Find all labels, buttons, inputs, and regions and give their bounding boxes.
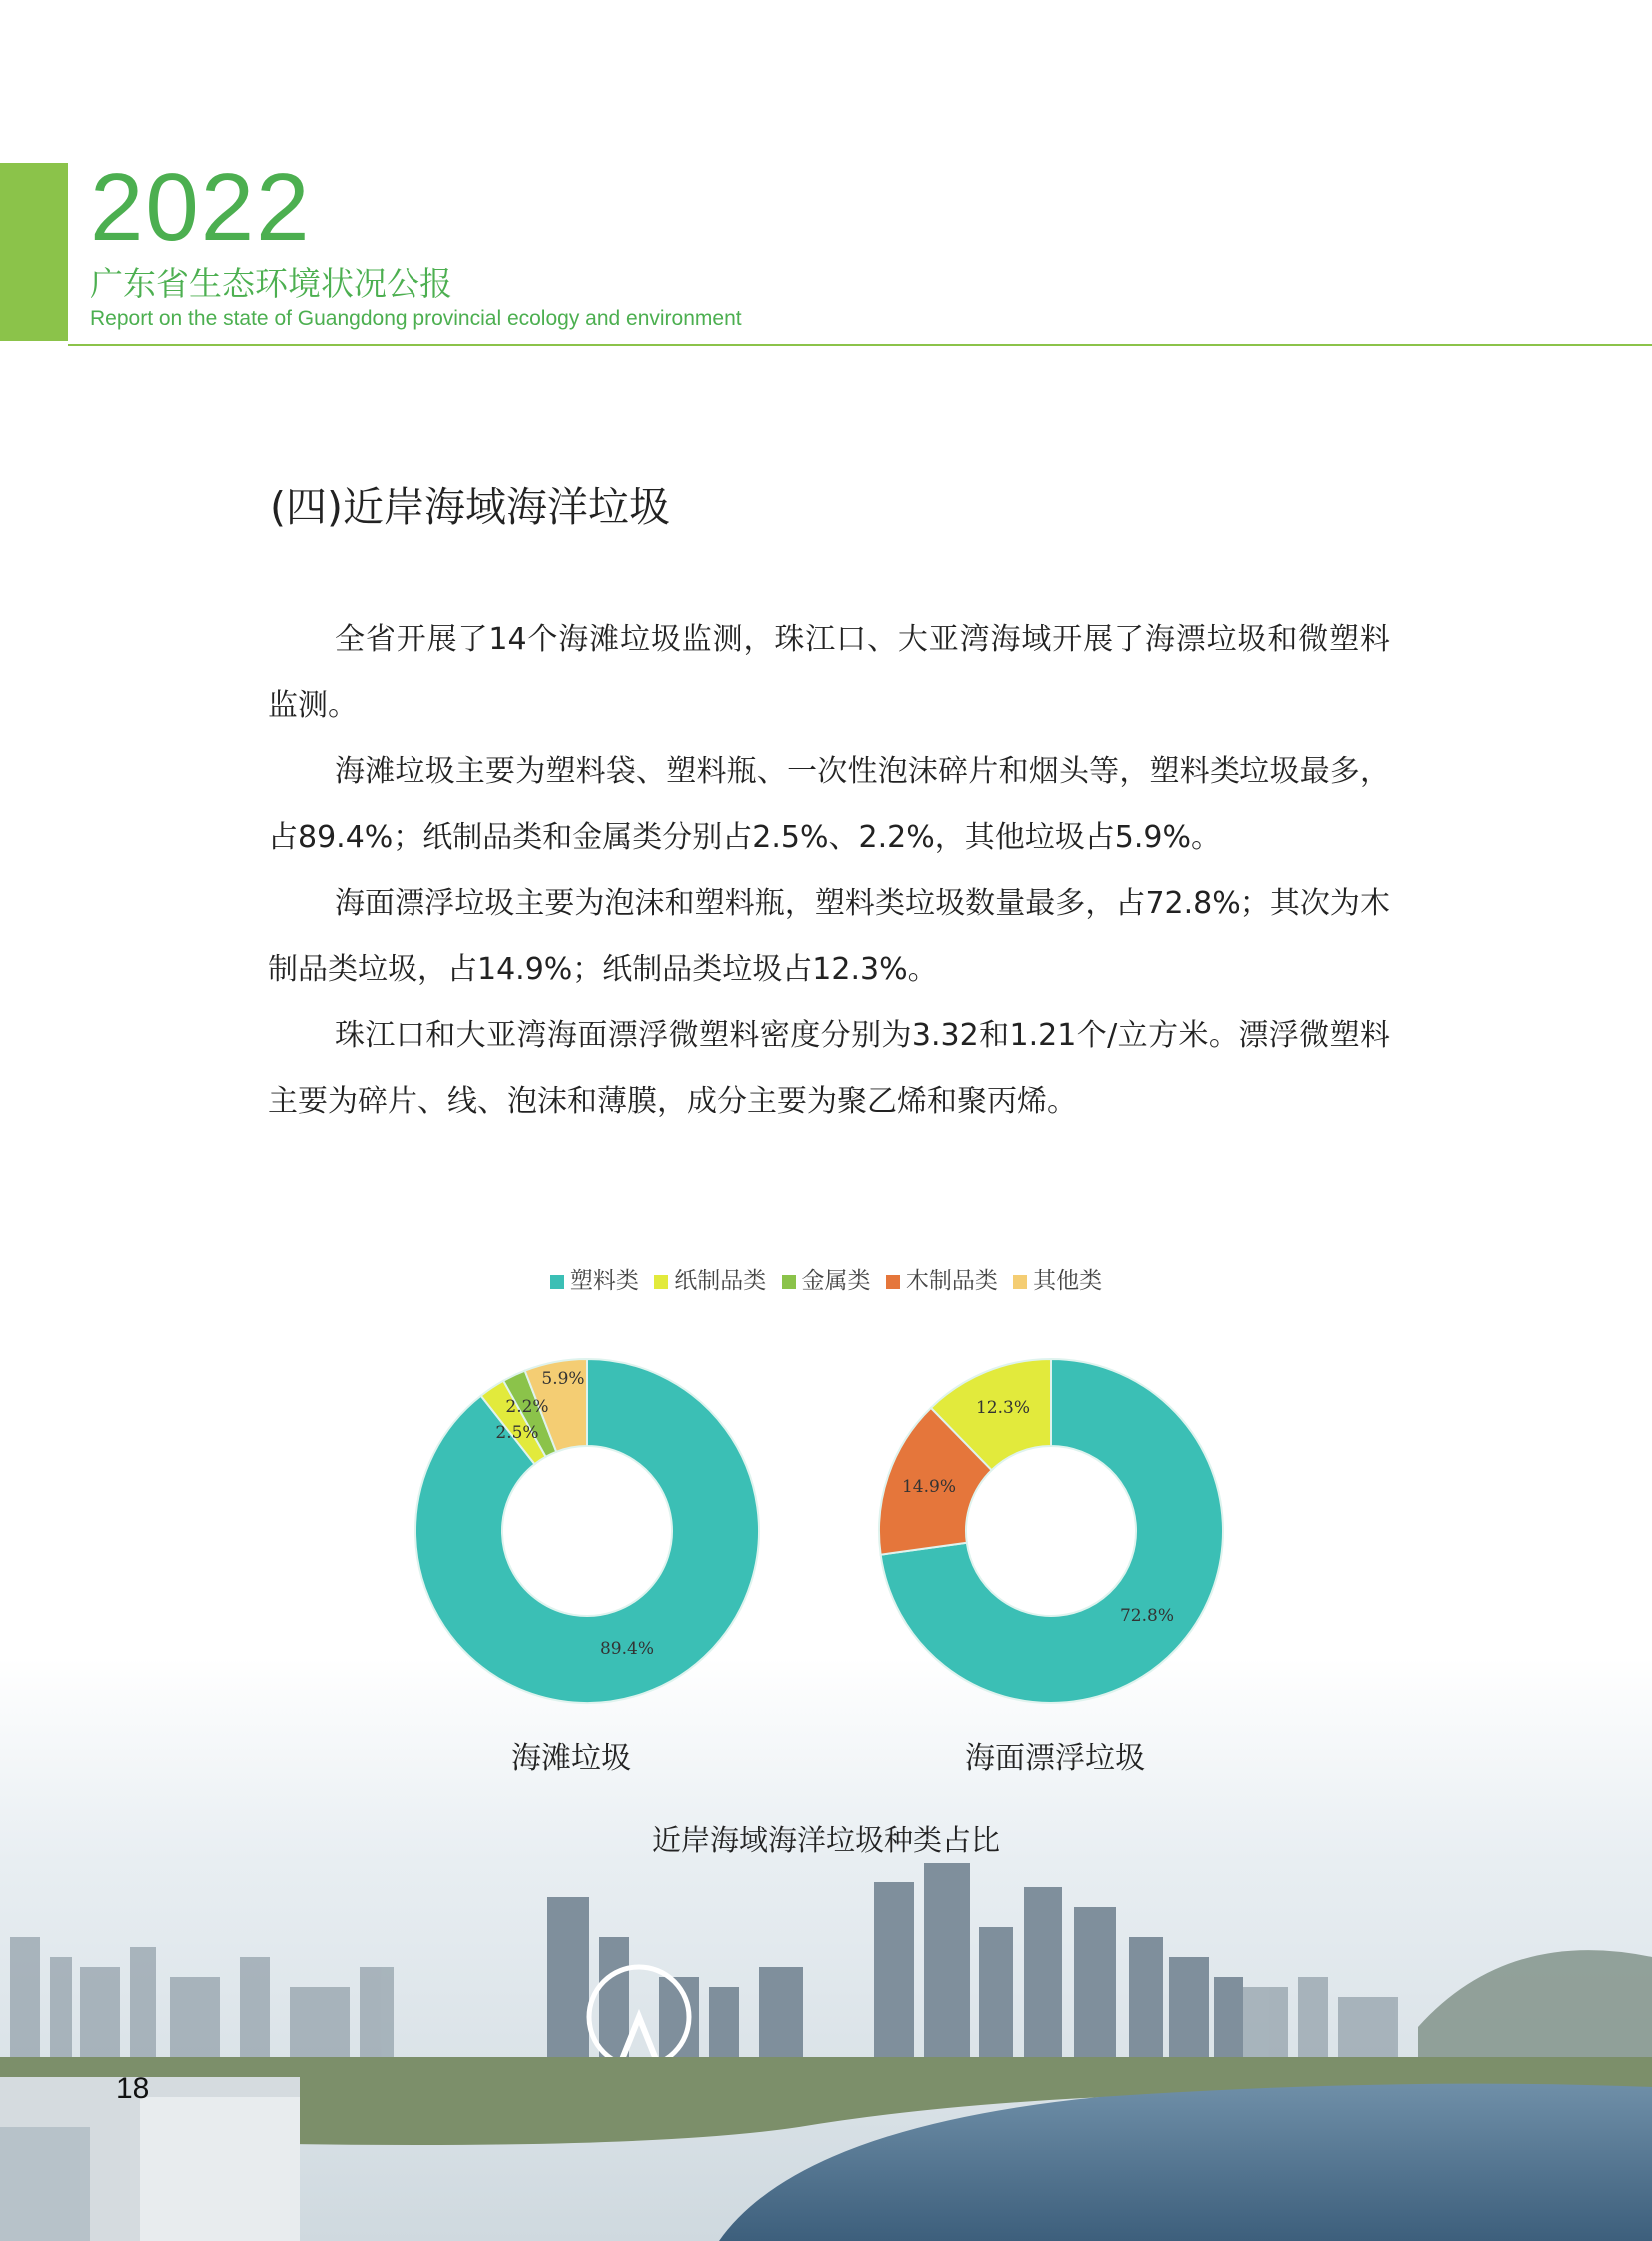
page-number: 18 xyxy=(116,2072,150,2105)
slice-data-label: 2.2% xyxy=(505,1397,549,1417)
report-year: 2022 xyxy=(90,154,312,261)
paragraph: 珠江口和大亚湾海面漂浮微塑料密度分别为3.32和1.21个/立方米。漂浮微塑料主要为碎片、线、泡沫和薄膜，成分主要为聚乙烯和聚丙烯。 xyxy=(268,1018,1390,1119)
legend-item xyxy=(550,1262,639,1295)
legend-swatch xyxy=(782,1275,796,1289)
legend-swatch xyxy=(1013,1275,1027,1289)
header-accent-bar xyxy=(0,163,68,341)
slice-data-label: 72.8% xyxy=(1119,1606,1175,1626)
report-title-chinese: 广东省生态环境状况公报 xyxy=(90,264,452,303)
paragraph: 海滩垃圾主要为塑料袋、塑料瓶、一次性泡沫碎片和烟头等，塑料类垃圾最多，占89.4%；纸制品类和金属类分别占2.5%、2.2%，其他垃圾占5.9%。 xyxy=(268,754,1390,855)
section-title: (四)近岸海域海洋垃圾 xyxy=(270,483,670,531)
legend-item xyxy=(1013,1262,1102,1295)
chart-legend xyxy=(0,1262,1652,1295)
figure-caption: 近岸海域海洋垃圾种类占比 xyxy=(651,1823,1000,1857)
legend-label: 纸制品类 xyxy=(674,1268,767,1294)
legend-swatch xyxy=(550,1275,564,1289)
legend-swatch xyxy=(886,1275,900,1289)
slice-data-label: 5.9% xyxy=(541,1369,585,1389)
paragraph: 全省开展了14个海滩垃圾监测，珠江口、大亚湾海域开展了海漂垃圾和微塑料监测。 xyxy=(268,622,1390,723)
header-divider xyxy=(68,344,1652,346)
slice-data-label: 14.9% xyxy=(901,1477,957,1497)
legend-item xyxy=(654,1262,766,1295)
legend-label: 其他类 xyxy=(1033,1268,1103,1294)
legend-label: 金属类 xyxy=(801,1268,871,1294)
body-text xyxy=(268,607,1390,1134)
legend-swatch xyxy=(654,1275,668,1289)
legend-label: 木制品类 xyxy=(905,1268,998,1294)
legend-item xyxy=(782,1262,871,1295)
chart-title-floating: 海面漂浮垃圾 xyxy=(965,1741,1145,1776)
legend-label: 塑料类 xyxy=(569,1268,639,1294)
slice-data-label: 12.3% xyxy=(975,1398,1031,1418)
legend-item xyxy=(886,1262,998,1295)
donut-charts xyxy=(0,1338,1652,1778)
slice-data-label: 2.5% xyxy=(495,1423,539,1443)
report-title-english: Report on the state of Guangdong provincial ecology and environment xyxy=(90,307,742,330)
slice-data-label: 89.4% xyxy=(599,1639,655,1659)
paragraph: 海面漂浮垃圾主要为泡沫和塑料瓶，塑料类垃圾数量最多，占72.8%；其次为木制品类垃圾，占14.9%；纸制品类垃圾占12.3%。 xyxy=(268,886,1390,987)
chart-title-beach: 海滩垃圾 xyxy=(511,1741,631,1776)
